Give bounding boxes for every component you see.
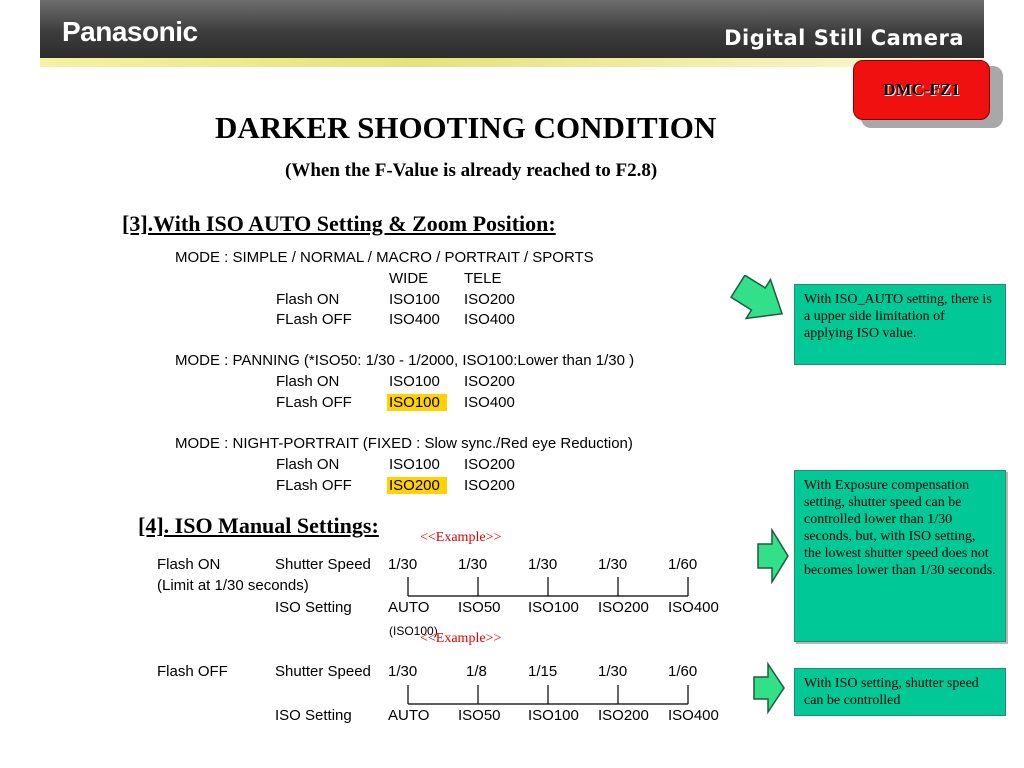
mode1-label: MODE : SIMPLE / NORMAL / MACRO / PORTRAIT / SPORTS bbox=[175, 249, 594, 266]
col-tele-header: TELE bbox=[464, 270, 502, 287]
mode2-row1-tele: ISO200 bbox=[464, 373, 515, 390]
product-title: Digital Still Camera bbox=[724, 26, 964, 50]
flash-off-shutter-label: Shutter Speed bbox=[275, 663, 371, 680]
flash-on-iso-1: ISO50 bbox=[458, 599, 501, 616]
mode2-row1-label: Flash ON bbox=[276, 373, 340, 390]
flash-on-auto-note: (ISO100) bbox=[389, 624, 438, 638]
example-label-2: <<Example>> bbox=[420, 631, 502, 646]
mode3-row1-label: Flash ON bbox=[276, 456, 340, 473]
flash-on-shutter-2: 1/30 bbox=[528, 556, 558, 573]
flash-on-shutter-1: 1/30 bbox=[458, 556, 488, 573]
mode2-label: MODE : PANNING (*ISO50: 1/30 - 1/2000, ISO100:Lower than 1/30 ) bbox=[175, 352, 635, 369]
flash-off-iso-3: ISO200 bbox=[598, 707, 649, 724]
flash-off-shutter-0: 1/30 bbox=[388, 663, 418, 680]
flash-on-iso-label: ISO Setting bbox=[275, 599, 352, 616]
col-wide-header: WIDE bbox=[389, 270, 429, 287]
flash-off-shutter-1: 1/8 bbox=[466, 663, 487, 680]
arrow-right-icon bbox=[752, 662, 786, 714]
arrow-right-icon bbox=[756, 528, 790, 584]
mode2-row2-tele: ISO400 bbox=[464, 394, 515, 411]
flash-on-iso-0: AUTO bbox=[388, 599, 430, 616]
page-title: DARKER SHOOTING CONDITION bbox=[215, 110, 717, 145]
flash-on-shutter-label: Shutter Speed bbox=[275, 556, 371, 573]
flash-off-scale-bracket bbox=[400, 683, 700, 707]
mode3-row2-label: FLash OFF bbox=[276, 477, 352, 494]
flash-off-iso-4: ISO400 bbox=[668, 707, 719, 724]
flash-on-scale-bracket bbox=[400, 575, 700, 599]
mode1-row1-tele: ISO200 bbox=[464, 291, 515, 308]
mode3-row1-tele: ISO200 bbox=[464, 456, 515, 473]
example-label-1: <<Example>> bbox=[420, 530, 502, 545]
flash-off-shutter-2: 1/15 bbox=[528, 663, 558, 680]
note-exposure-compensation: With Exposure compensation setting, shutter speed can be controlled lower than 1/30 seconds, but, with ISO setting, the lowest shutter speed does not becomes lower than 1/30 seconds. bbox=[794, 470, 1006, 642]
flash-on-shutter-4: 1/60 bbox=[668, 556, 698, 573]
model-badge bbox=[853, 60, 990, 120]
flash-on-shutter-3: 1/30 bbox=[598, 556, 628, 573]
mode1-row1-wide: ISO100 bbox=[389, 291, 440, 308]
flash-off-shutter-3: 1/30 bbox=[598, 663, 628, 680]
flash-on-label: Flash ON bbox=[157, 556, 221, 573]
mode2-row2-label: FLash OFF bbox=[276, 394, 352, 411]
flash-on-iso-3: ISO200 bbox=[598, 599, 649, 616]
flash-off-iso-label: ISO Setting bbox=[275, 707, 352, 724]
mode1-row1-label: Flash ON bbox=[276, 291, 340, 308]
page-subtitle: (When the F-Value is already reached to F2.8) bbox=[285, 160, 658, 181]
mode1-row2-tele: ISO400 bbox=[464, 311, 515, 328]
flash-on-iso-2: ISO100 bbox=[528, 599, 579, 616]
note-iso-setting: With ISO setting, shutter speed can be controlled bbox=[794, 668, 1006, 716]
mode2-row2-wide-highlight: ISO100 bbox=[387, 394, 447, 411]
flash-off-iso-0: AUTO bbox=[388, 707, 430, 724]
brand-logo: Panasonic bbox=[62, 16, 198, 47]
note-iso-auto: With ISO_AUTO setting, there is a upper side limitation of applying ISO value. bbox=[794, 284, 1006, 365]
flash-on-shutter-0: 1/30 bbox=[388, 556, 418, 573]
mode3-row1-wide: ISO100 bbox=[389, 456, 440, 473]
arrow-right-icon bbox=[730, 275, 788, 325]
mode3-row2-tele: ISO200 bbox=[464, 477, 515, 494]
mode1-row2-label: FLash OFF bbox=[276, 311, 352, 328]
flash-off-label: Flash OFF bbox=[157, 663, 228, 680]
flash-off-iso-1: ISO50 bbox=[458, 707, 501, 724]
mode3-row2-wide-highlight: ISO200 bbox=[387, 477, 447, 494]
flash-off-shutter-4: 1/60 bbox=[668, 663, 698, 680]
section4-heading: [4]. ISO Manual Settings: bbox=[138, 513, 379, 538]
flash-off-iso-2: ISO100 bbox=[528, 707, 579, 724]
mode1-row2-wide: ISO400 bbox=[389, 311, 440, 328]
section3-heading: [3].With ISO AUTO Setting & Zoom Position: bbox=[122, 211, 556, 236]
header-accent-strip bbox=[40, 58, 984, 67]
flash-on-limit: (Limit at 1/30 seconds) bbox=[157, 577, 309, 594]
mode3-label: MODE : NIGHT-PORTRAIT (FIXED : Slow sync./Red eye Reduction) bbox=[175, 435, 633, 452]
flash-on-iso-4: ISO400 bbox=[668, 599, 719, 616]
mode2-row1-wide: ISO100 bbox=[389, 373, 440, 390]
model-badge-label: DMC-FZ1 bbox=[883, 80, 960, 99]
